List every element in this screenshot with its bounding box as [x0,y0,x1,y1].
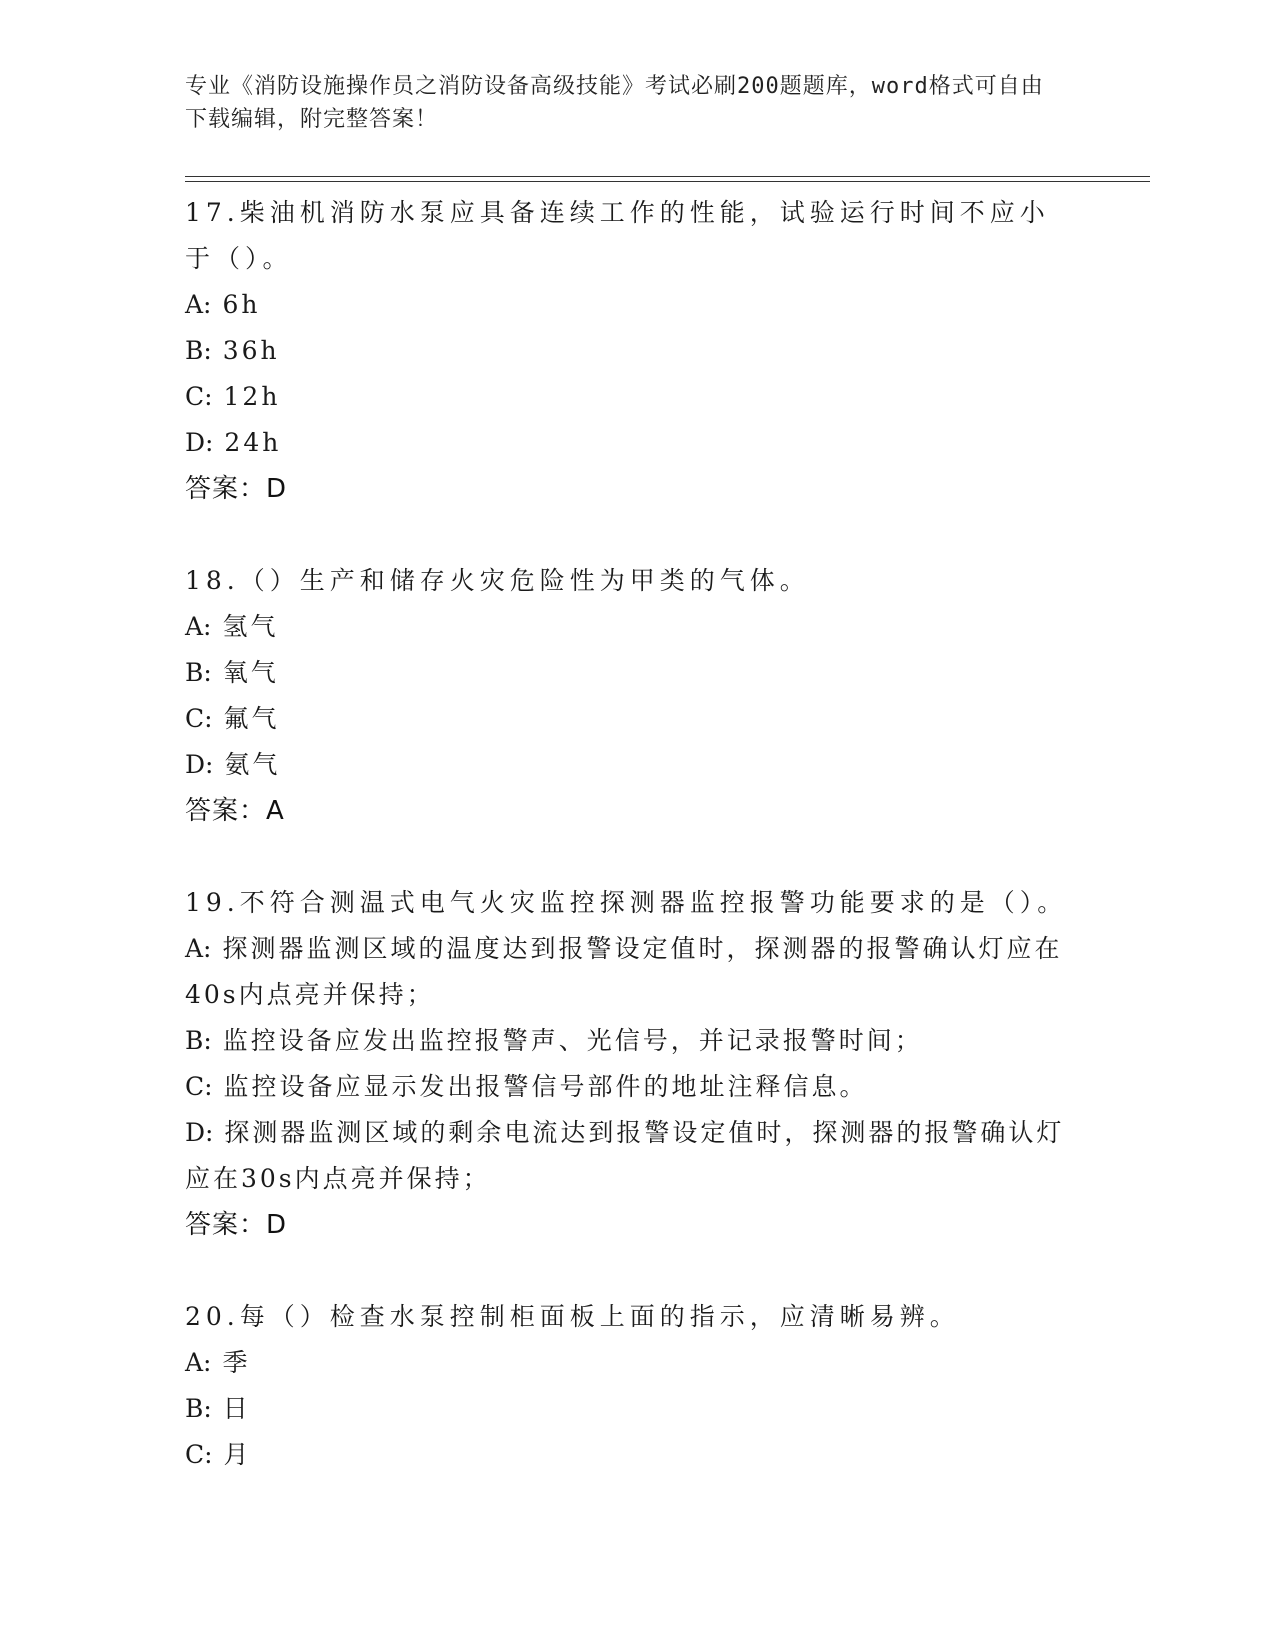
option-text: 氟气 [223,704,280,733]
option-text: 12h [223,382,281,411]
option-c [185,696,1075,742]
option-c [185,374,1075,420]
option-label: B: [185,1394,212,1423]
option-label: C: [185,382,213,411]
answer-line: 答案：A [185,796,285,826]
option-label: A: [185,1348,212,1377]
option-a [185,604,1075,650]
option-c [185,1064,1075,1110]
option-text: 36h [222,336,280,365]
option-a [185,926,1075,1018]
option-text: 氢气 [222,612,279,641]
option-d [185,420,1075,466]
option-label: B: [185,336,212,365]
question-stem: 17.柴油机消防水泵应具备连续工作的性能，试验运行时间不应小于（）。 [185,198,1050,273]
option-label: A: [185,934,212,963]
option-text: 6h [222,290,261,319]
question-18 [185,558,1085,834]
option-text: 氨气 [224,750,281,779]
answer-line: 答案：D [185,1210,288,1240]
question-stem: 18.（）生产和储存火灾危险性为甲类的气体。 [185,566,810,595]
question-stem: 19.不符合测温式电气火灾监控探测器监控报警功能要求的是（）。 [185,888,1068,917]
question-19 [185,880,1085,1248]
option-b [185,1386,1075,1432]
option-text: 监控设备应显示发出报警信号部件的地址注释信息。 [223,1072,868,1101]
option-label: A: [185,612,212,641]
header-divider [185,176,1150,182]
answer-line: 答案：D [185,474,288,504]
option-text: 探测器监测区域的温度达到报警设定值时，探测器的报警确认灯应在40s内点亮并保持； [185,934,1063,1009]
option-c [185,1432,1075,1478]
option-b [185,328,1075,374]
option-text: 氧气 [222,658,279,687]
option-label: C: [185,704,213,733]
option-label: A: [185,290,212,319]
option-label: D: [185,750,214,779]
question-17 [185,190,1085,512]
option-d [185,1110,1075,1202]
document-header: 专业《消防设施操作员之消防设备高级技能》考试必刷200题题库，word格式可自由下载编辑，附完整答案！ [185,74,1044,132]
option-label: D: [185,1118,214,1147]
option-text: 季 [222,1348,251,1377]
option-a [185,282,1075,328]
option-text: 日 [222,1394,251,1423]
option-d [185,742,1075,788]
question-list [185,190,1085,1524]
option-label: C: [185,1440,213,1469]
option-label: B: [185,658,212,687]
question-stem: 20.每（）检查水泵控制柜面板上面的指示，应清晰易辨。 [185,1302,960,1331]
option-text: 探测器监测区域的剩余电流达到报警设定值时，探测器的报警确认灯应在30s内点亮并保持； [185,1118,1065,1193]
option-label: D: [185,428,214,457]
option-text: 24h [224,428,282,457]
option-b [185,650,1075,696]
option-b [185,1018,1075,1064]
option-text: 月 [223,1440,252,1469]
option-label: C: [185,1072,213,1101]
option-text: 监控设备应发出监控报警声、光信号，并记录报警时间； [222,1026,923,1055]
question-20 [185,1294,1085,1478]
option-a [185,1340,1075,1386]
option-label: B: [185,1026,212,1055]
